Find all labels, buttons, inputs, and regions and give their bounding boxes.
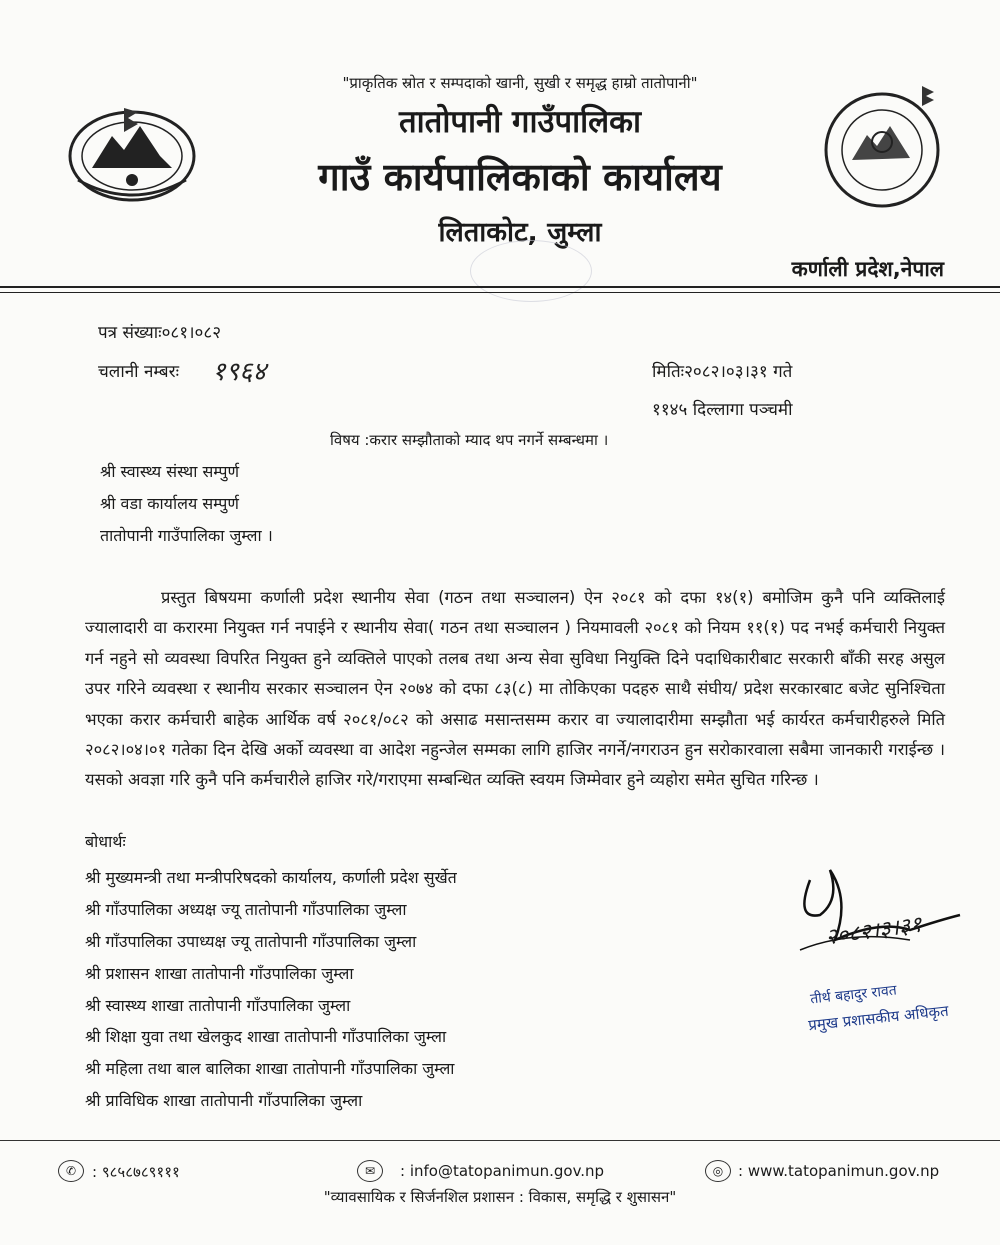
footer-divider xyxy=(0,1140,1000,1141)
header-motto: "प्राकृतिक स्रोत र सम्पदाको खानी, सुखी र समृद्ध हाम्रो तातोपानी" xyxy=(342,74,698,92)
email-icon: ✉ xyxy=(357,1160,383,1182)
cc-title: बोधार्थः xyxy=(85,832,126,851)
cc-item: श्री स्वास्थ्य शाखा तातोपानी गाँउपालिका जुम्ला xyxy=(85,996,351,1015)
header-divider xyxy=(0,286,1000,288)
letter-date-lunar: ११४५ दिल्लागा पञ्चमी xyxy=(652,400,793,420)
footer-email: : info@tatopanimun.gov.np xyxy=(400,1162,605,1180)
addressee-line: श्री स्वास्थ्य संस्था सम्पुर्ण xyxy=(100,462,240,481)
letter-number: पत्र संख्याः०८१।०८२ xyxy=(98,323,222,343)
dispatch-label: चलानी नम्बरः xyxy=(98,362,180,382)
footer-phone: : ९८५८७८९१११ xyxy=(92,1163,180,1181)
signatory-title: प्रमुख प्रशासकीय अधिकृत xyxy=(807,1001,950,1035)
footer-website: : www.tatopanimun.gov.np xyxy=(738,1162,940,1180)
globe-icon: ◎ xyxy=(705,1160,731,1182)
province-name: कर्णाली प्रदेश,नेपाल xyxy=(791,257,944,281)
office-location: लिताकोट, जुम्ला xyxy=(438,217,602,248)
header-divider-thin xyxy=(0,292,1000,293)
signature-date: २०८२।३।३१ xyxy=(823,912,924,951)
office-name: गाउँ कार्यपालिकाको कार्यालय xyxy=(318,155,722,199)
letter-body: प्रस्तुत बिषयमा कर्णाली प्रदेश स्थानीय सेवा (गठन तथा सञ्चालन) ऐन २०८१ को दफा १४(१) बमोजिम कुनै पनि व्यक्तिलाई ज्यालादारी वा करारमा नियुक्त गर्न नपाईने र स्थानीय सेवा( गठन तथा सञ्चालन ) नियमावली २०८१ को नियम ११(१) पद नभई कर्मचारी नियुक्त गर्न नहुने सो व्यवस्था विपरित नियुक्त हुने व्यक्तिले पाएको तलब तथा अन्य सेवा सुविधा नियुक्ति दिने पदाधिकारीबाट सरकारी बाँकी सरह असुल उपर गरिने व्यवस्था र स्थानीय सरकार सञ्चालन ऐन २०७४ को दफा ८३(८) मा तोकिएका पदहरु साथै संघीय/ प्रदेश सरकारबाट बजेट सुनिश्चिता भएका करार कर्मचारी बाहेक आर्थिक वर्ष २०८१/०८२ को असाढ मसान्तसम्म करार वा ज्यालादारीमा सम्झौता भई कार्यरत कर्मचारीहरुले मिति २०८२।०४।०१ गतेका दिन देखि अर्को व्यवस्था वा आदेश नहुन्जेल सम्मका लागि हाजिर नगर्ने/नगराउन हुन सरोकारवाला सबैमा जानकारी गराईन्छ । यसको अवज्ञा गरि कुनै पनि कर्मचारीले हाजिर गरे/गराएमा सम्बन्धित व्यक्ति स्वयम जिम्मेवार हुने व्यहोरा समेत सुचित गरिन्छ । xyxy=(85,588,945,790)
letter-date: मितिः२०८२।०३।३१ गते xyxy=(652,362,793,382)
cc-item: श्री महिला तथा बाल बालिका शाखा तातोपानी गाँउपालिका जुम्ला xyxy=(85,1059,455,1078)
cc-item: श्री गाँउपालिका उपाध्यक्ष ज्यू तातोपानी गाँउपालिका जुम्ला xyxy=(85,932,417,951)
signatory-name: तीर्थ बहादुर रावत xyxy=(809,982,898,1008)
cc-item: श्री गाँउपालिका अध्यक्ष ज्यू तातोपानी गाँउपालिका जुम्ला xyxy=(85,900,407,919)
footer-motto: "व्यावसायिक र सिर्जनशिल प्रशासन : विकास, समृद्धि र शुसासन" xyxy=(323,1188,677,1206)
cc-item: श्री प्रशासन शाखा तातोपानी गाँउपालिका जुम्ला xyxy=(85,964,354,983)
phone-icon: ✆ xyxy=(58,1160,84,1182)
addressee-line: तातोपानी गाउँपालिका जुम्ला । xyxy=(100,526,273,545)
municipality-name: तातोपानी गाउँपालिका xyxy=(398,104,642,140)
addressee-line: श्री वडा कार्यालय सम्पुर्ण xyxy=(100,494,239,513)
cc-item: श्री मुख्यमन्त्री तथा मन्त्रीपरिषदको कार्यालय, कर्णाली प्रदेश सुर्खेत xyxy=(85,868,457,887)
letter-subject: विषय :करार सम्झौताको म्याद थप नगर्ने सम्बन्धमा । xyxy=(330,431,609,449)
dispatch-number: १९६४ xyxy=(212,357,267,387)
cc-item: श्री प्राविधिक शाखा तातोपानी गाँउपालिका जुम्ला xyxy=(85,1091,363,1110)
cc-item: श्री शिक्षा युवा तथा खेलकुद शाखा तातोपानी गाँउपालिका जुम्ला xyxy=(85,1027,447,1046)
